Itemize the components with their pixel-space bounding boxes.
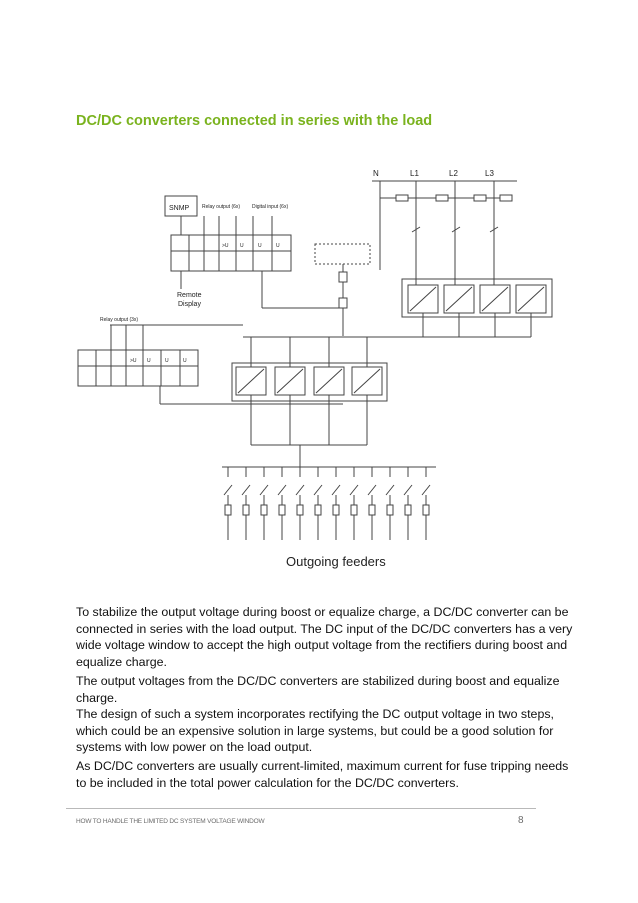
remote-display-label-2: Display [178, 301, 201, 308]
svg-text:U: U [276, 243, 280, 249]
outgoing-feeders-label: Outgoing feeders [286, 554, 386, 569]
ac-distribution [380, 181, 512, 288]
svg-text:>U: >U [222, 243, 229, 249]
phase-label-l2: L2 [449, 169, 458, 178]
svg-text:U: U [240, 243, 244, 249]
footer-title: HOW TO HANDLE THE LIMITED DC SYSTEM VOLTAGE WINDOW [76, 818, 265, 825]
page-number: 8 [518, 815, 524, 826]
relay-output-3x-label: Relay output (3x) [100, 317, 139, 323]
remote-display-label-1: Remote [177, 292, 202, 299]
digital-input-6x-label: Digital input (6x) [252, 204, 289, 210]
system-wiring-diagram [60, 155, 580, 585]
dcdc-converter-row [232, 337, 387, 467]
relay-output-6x-label: Relay output (6x) [202, 204, 241, 210]
paragraph-2: The output voltages from the DC/DC converters are stabilized during boost and equalize charge. [76, 674, 560, 705]
outgoing-feeders [222, 467, 436, 569]
paragraph-4: As DC/DC converters are usually current-limited, maximum current for fuse tripping needs to be included in the total power calculation for the DC/DC converters. [76, 759, 569, 790]
section-heading: DC/DC converters connected in series with the load [76, 113, 433, 129]
paragraph-1: To stabilize the output voltage during boost or equalize charge, a DC/DC converter can be connected in series with the load output. The DC input of the DC/DC converters has a very wide voltage window to accept the high output voltage from the rectifiers during boost and equalize charge. [76, 605, 573, 669]
svg-text:U: U [165, 358, 169, 364]
svg-text:>U: >U [130, 358, 137, 364]
phase-label-l3: L3 [485, 169, 494, 178]
svg-text:U: U [147, 358, 151, 364]
footer-divider [66, 808, 536, 809]
phase-label-l1: L1 [410, 169, 419, 178]
phase-label-n: N [373, 169, 379, 178]
controller-unit [165, 196, 291, 271]
svg-text:U: U [183, 358, 187, 364]
snmp-label: SNMP [169, 205, 190, 212]
paragraph-3: The design of such a system incorporates rectifying the DC output voltage in two steps, which could be an expensive solution in large systems, but could be a good solution for systems with low power on the load output. [76, 707, 554, 754]
rectifier-row [343, 279, 552, 337]
svg-text:U: U [258, 243, 262, 249]
